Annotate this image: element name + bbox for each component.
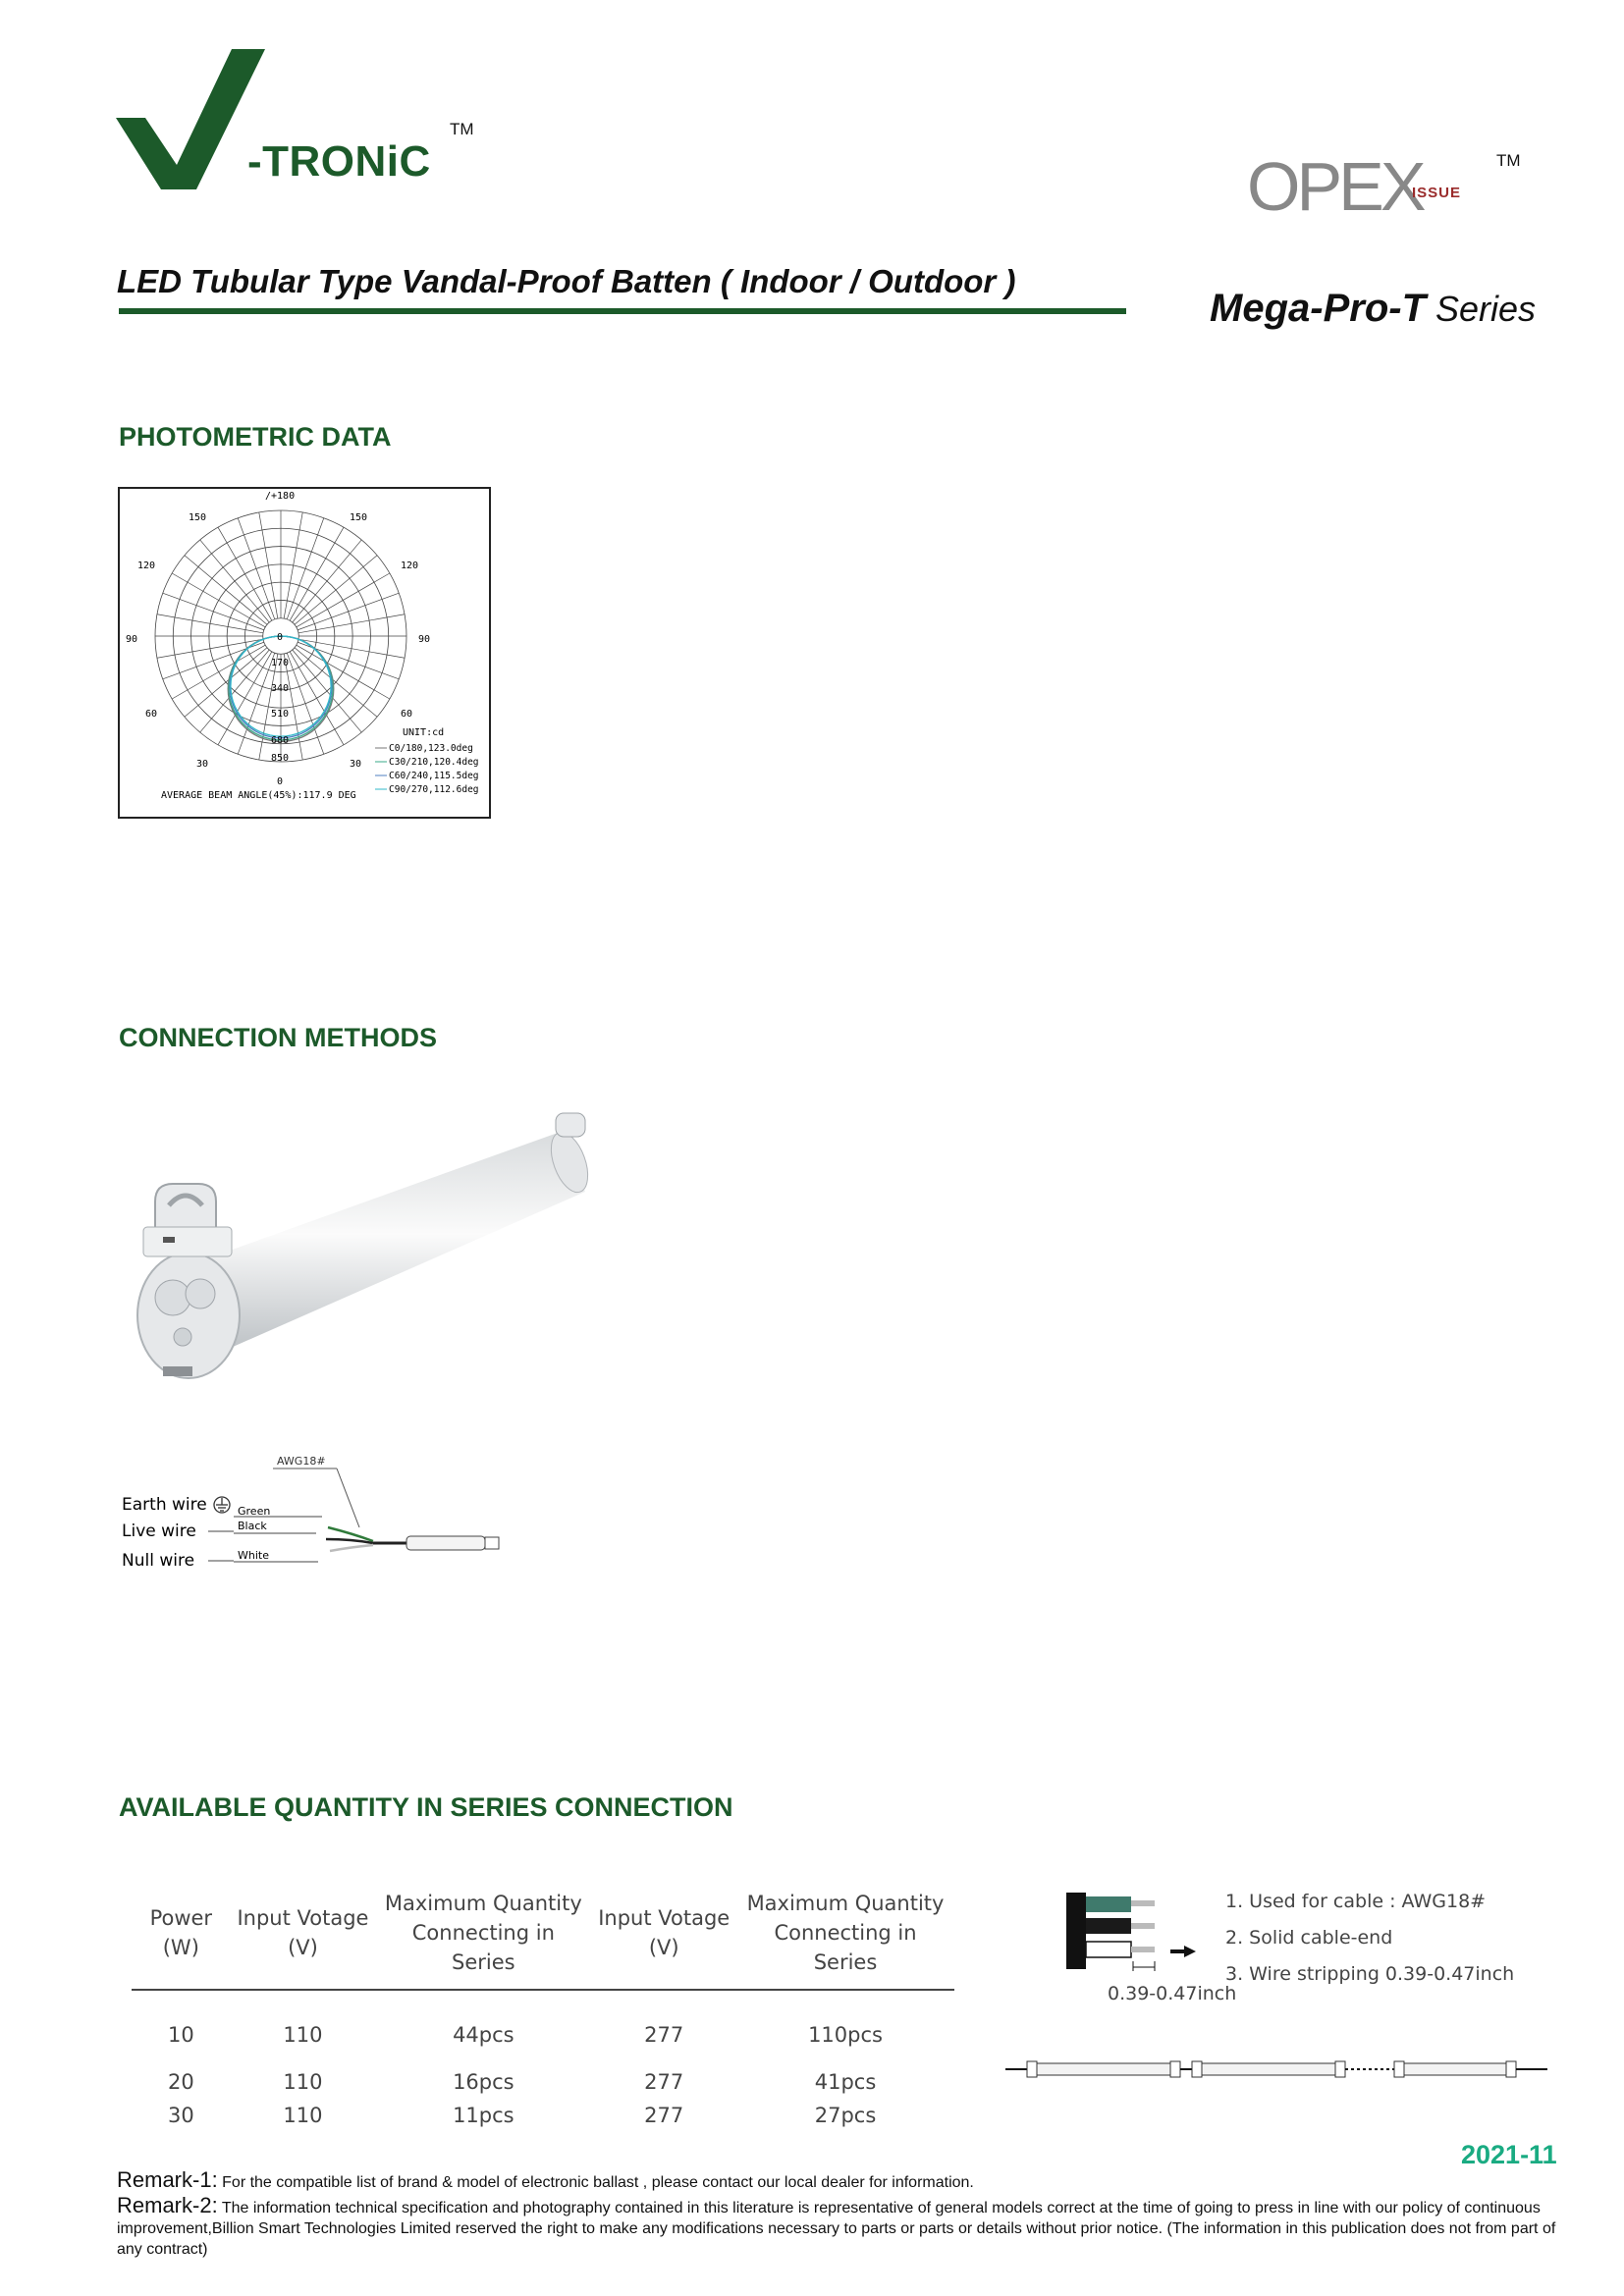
issue-date: 2021-11 <box>1461 2140 1557 2169</box>
wire-color-white: White <box>238 1549 269 1562</box>
table-header-cell: Input Votage (V) <box>231 1889 376 1990</box>
polar-grid-spoke <box>185 556 267 625</box>
remark-2-text: The information technical specification and photography contained in this literature is representative of general models correct at the time of going to press in line with our policy of continuous improvement,Billion Smart Technologies Limited reserved the right to make any modifications necessary to parts or parts or details without prior notice. (The information in this publication does not from part of any contract) <box>117 2200 1556 2258</box>
polar-radial-label: 850 <box>271 753 290 764</box>
table-cell: 41pcs <box>814 2070 877 2094</box>
remark-1-text: For the compatible list of brand & model of electronic ballast , please contact our local dealer for information. <box>222 2174 974 2191</box>
brand-name: -TRONiC <box>247 137 431 186</box>
section-title-photometric: PHOTOMETRIC DATA <box>119 422 392 452</box>
table-cell: 27pcs <box>814 2103 877 2127</box>
opex-tm: TM <box>1496 151 1521 170</box>
polar-top-label: /+180 <box>265 491 296 502</box>
earth-wire-label: Earth wire <box>122 1495 207 1515</box>
polar-grid-spoke <box>295 648 377 718</box>
brand-tm: TM <box>450 120 474 138</box>
remark-1-label: Remark-1: <box>117 2167 218 2192</box>
table-cell: 10 <box>167 2023 194 2047</box>
table-cell: 110 <box>283 2070 323 2094</box>
cable-note: 1. Used for cable : AWG18# <box>1225 1891 1487 1912</box>
title-underline <box>119 308 1126 314</box>
table-cell: 16pcs <box>453 2070 514 2094</box>
polar-radial-label: 0 <box>277 776 284 787</box>
cable-note: 2. Solid cable-end <box>1225 1927 1393 1949</box>
table-row <box>132 1990 954 2047</box>
product-image-batten <box>116 1103 597 1408</box>
brand-checkmark-logo <box>116 49 269 189</box>
table-row <box>132 2094 954 2136</box>
polar-angle-label: 150 <box>350 512 368 523</box>
polar-legend-entry: C90/270,112.6deg <box>389 784 479 795</box>
section-title-quantity: AVAILABLE QUANTITY IN SERIES CONNECTION <box>119 1792 733 1822</box>
polar-beam-angle: AVERAGE BEAM ANGLE(45%):117.9 DEG <box>161 790 356 801</box>
table-cell: 30 <box>167 2103 194 2127</box>
table-row <box>132 2047 954 2094</box>
polar-angle-label: 90 <box>126 634 138 645</box>
cable-end-illustration <box>1066 1887 1223 1985</box>
table-header-cell: Power (W) <box>132 1889 231 1990</box>
cable-note: 3. Wire stripping 0.39-0.47inch <box>1225 1963 1515 1985</box>
polar-angle-label: 150 <box>189 512 207 523</box>
polar-angle-label: 60 <box>401 709 413 720</box>
polar-legend-entry: C30/210,120.4deg <box>389 757 479 768</box>
polar-legend-entry: C60/240,115.5deg <box>389 771 479 781</box>
table-header-row <box>132 1889 954 1990</box>
earth-ground-icon-lines <box>216 1498 228 1511</box>
polar-angle-label: 30 <box>350 759 362 770</box>
polar-legend <box>375 743 479 795</box>
live-wire-label: Live wire <box>122 1522 196 1541</box>
series-quantity-table <box>132 1889 954 2136</box>
table-header-cell: Maximum Quantity Connecting in Series <box>375 1889 591 1990</box>
polar-angle-label: 120 <box>401 561 419 571</box>
polar-radial-label: 0 <box>277 632 284 643</box>
table-cell: 110pcs <box>808 2023 883 2047</box>
opex-logo-issue: ISSUE <box>1412 185 1462 201</box>
remark-1 <box>117 2169 1570 2193</box>
opex-logo <box>1247 147 1502 236</box>
wire-color-green: Green <box>238 1505 271 1518</box>
wire-awg-label: AWG18# <box>277 1455 326 1468</box>
table-header-cell: Maximum Quantity Connecting in Series <box>736 1889 954 1990</box>
polar-grid-spoke <box>293 540 362 622</box>
series-chain-illustration <box>1005 2052 1547 2087</box>
page-subtitle: LED Tubular Type Vandal-Proof Batten ( Indoor / Outdoor ) <box>117 263 1016 299</box>
table-cell: 277 <box>644 2103 684 2127</box>
table-header-cell: Input Votage (V) <box>591 1889 736 1990</box>
polar-legend-entry: C0/180,123.0deg <box>389 743 473 754</box>
strip-dimension: 0.39-0.47inch <box>1108 1983 1237 2004</box>
table-cell: 44pcs <box>453 2023 514 2047</box>
polar-grid-spoke <box>185 648 267 718</box>
polar-unit-label: UNIT:cd <box>403 727 445 738</box>
table-cell: 110 <box>283 2023 323 2047</box>
wire-color-black: Black <box>238 1520 267 1532</box>
section-title-connection: CONNECTION METHODS <box>119 1023 437 1052</box>
polar-angle-label: 90 <box>418 634 431 645</box>
polar-angle-label: 60 <box>145 709 158 720</box>
series-suffix: Series <box>1435 289 1537 329</box>
polar-grid-spoke <box>200 540 270 622</box>
polar-angle-label: 30 <box>196 759 209 770</box>
table-cell: 277 <box>644 2023 684 2047</box>
series-title <box>1210 287 1536 331</box>
polar-grid-spoke <box>295 556 377 625</box>
series-name: Mega-Pro-T <box>1210 287 1426 330</box>
polar-chart <box>118 487 491 819</box>
polar-angle-label: 120 <box>137 561 156 571</box>
polar-radial-label: 170 <box>271 658 290 668</box>
opex-logo-text: OPEX <box>1247 148 1423 225</box>
polar-radial-label: 340 <box>271 683 290 694</box>
table-cell: 20 <box>167 2070 194 2094</box>
wiring-diagram <box>116 1449 626 1596</box>
polar-radial-label: 510 <box>271 709 290 720</box>
remark-2-label: Remark-2: <box>117 2193 218 2217</box>
remark-2 <box>117 2195 1570 2260</box>
table-cell: 277 <box>644 2070 684 2094</box>
polar-radial-label: 680 <box>271 735 290 746</box>
table-cell: 11pcs <box>453 2103 514 2127</box>
null-wire-label: Null wire <box>122 1551 195 1571</box>
table-cell: 110 <box>283 2103 323 2127</box>
